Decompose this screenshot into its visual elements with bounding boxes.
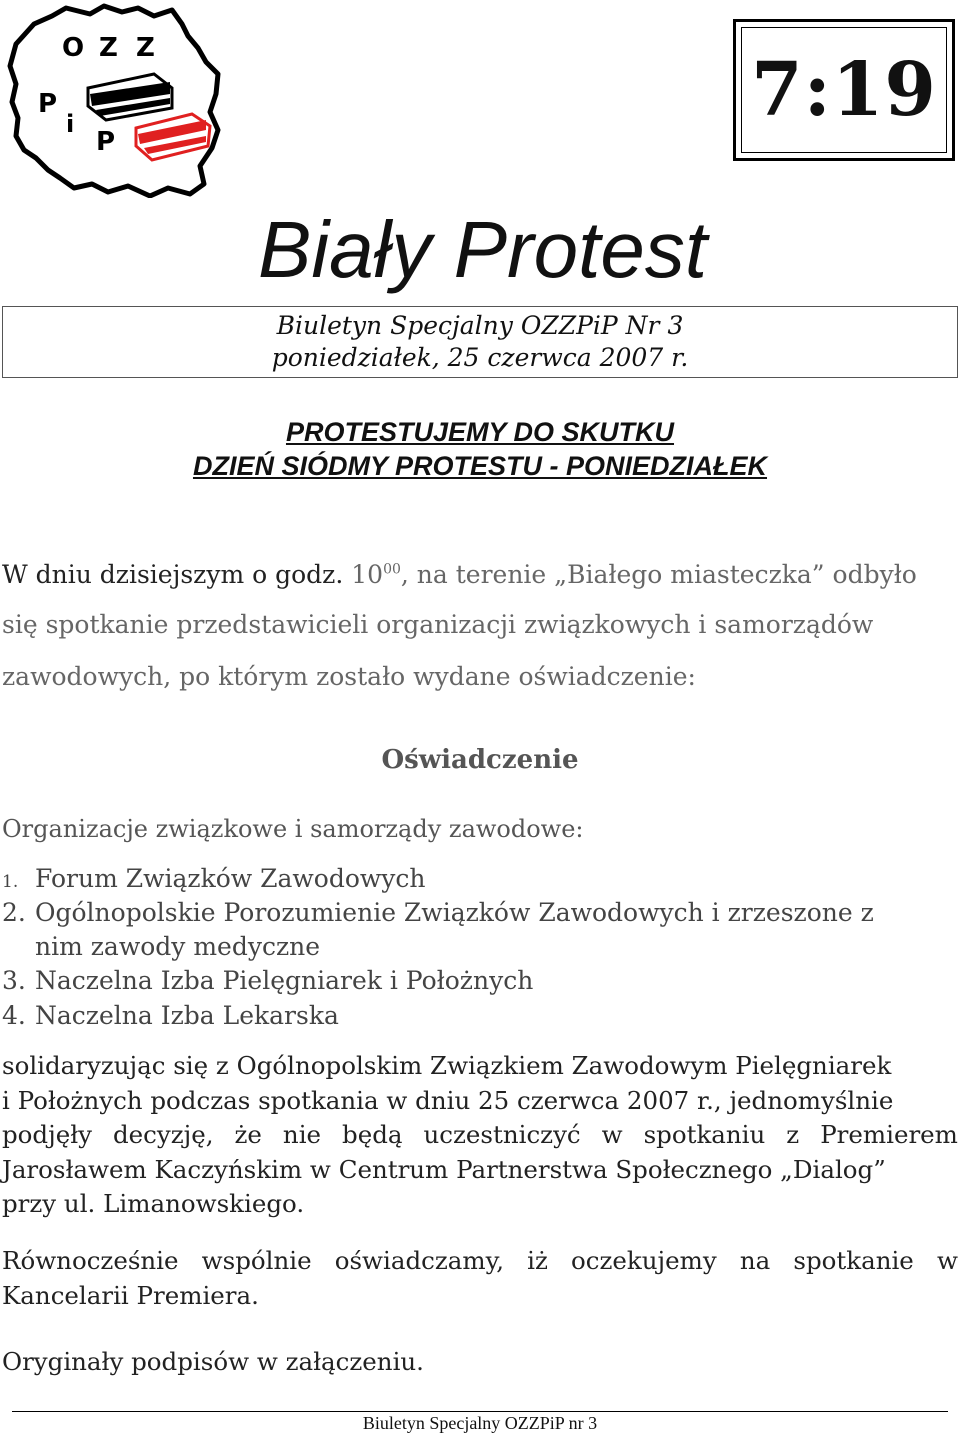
word: spotkanie xyxy=(793,1246,914,1275)
word: decyzję, xyxy=(112,1120,214,1149)
organizations-label: Organizacje związkowe i samorządy zawodowe: xyxy=(2,815,584,843)
protest-time: 7:19 xyxy=(751,47,937,133)
intro-line-1-start: W dniu dzisiejszym o godz. xyxy=(2,560,344,589)
signatures-note: Oryginały podpisów w załączeniu. xyxy=(2,1347,424,1376)
intro-line-1 xyxy=(2,560,917,589)
logo-letter-z2: Z xyxy=(136,33,155,63)
list-number: 3. xyxy=(2,966,26,995)
word: spotkaniu xyxy=(643,1120,766,1149)
list-text: Naczelna Izba Lekarska xyxy=(35,1001,339,1030)
bulletin-name: Biuletyn Specjalny OZZPiP Nr 3 xyxy=(276,311,684,340)
intro-line-2: się spotkanie przedstawicieli organizacji związkowych i samorządów xyxy=(2,610,874,639)
word: że xyxy=(234,1120,262,1149)
list-item xyxy=(2,966,533,995)
list-item-continuation: nim zawody medyczne xyxy=(35,932,321,961)
word: iż xyxy=(527,1246,548,1275)
footer-divider xyxy=(12,1411,948,1412)
list-number: 4. xyxy=(2,1001,26,1030)
word: oczekujemy xyxy=(571,1246,717,1275)
word: nie xyxy=(282,1120,322,1149)
logo-letter-p1: P xyxy=(38,89,58,119)
logo-letter-p2: P xyxy=(96,127,116,157)
word: z xyxy=(786,1120,800,1149)
word: w xyxy=(936,1246,958,1275)
list-item xyxy=(2,1001,339,1030)
word: w xyxy=(601,1120,623,1149)
footer-text: Biuletyn Specjalny OZZPiP nr 3 xyxy=(362,1413,598,1433)
paragraph-line xyxy=(2,1244,958,1279)
intro-minutes: 00 xyxy=(383,561,401,578)
logo-letter-i: i xyxy=(66,110,75,138)
document-title: Biały Protest xyxy=(258,205,708,294)
paragraph-line: przy ul. Limanowskiego. xyxy=(2,1189,305,1218)
paragraph-line: i Położnych podczas spotkania w dniu 25 czerwca 2007 r., jednomyślnie xyxy=(2,1085,894,1115)
intro-hour: 10 xyxy=(351,560,384,589)
word: oświadczamy, xyxy=(334,1246,504,1275)
list-text: Forum Związków Zawodowych xyxy=(35,864,426,893)
statement-heading: Oświadczenie xyxy=(381,745,579,775)
paragraph-line: solidaryzując się z Ogólnopolskim Związkiem Zawodowym Pielęgniarek xyxy=(2,1051,892,1080)
word: na xyxy=(739,1246,771,1275)
bulletin-date: poniedziałek, 25 czerwca 2007 r. xyxy=(271,343,689,372)
statement-paragraph-2 xyxy=(2,1244,958,1313)
statement-paragraph-1 xyxy=(2,1049,958,1222)
time-box xyxy=(733,19,955,161)
list-item xyxy=(2,898,874,927)
logo-letter-o: O xyxy=(62,33,85,63)
paragraph-line xyxy=(2,1118,958,1153)
word: podjęły xyxy=(2,1120,92,1149)
list-number: 1. xyxy=(2,872,19,892)
word: Premierem xyxy=(820,1120,958,1149)
list-text: Ogólnopolskie Porozumienie Związków Zawodowych i zrzeszone z xyxy=(35,898,874,927)
word: Równocześnie xyxy=(2,1246,179,1275)
list-text: Naczelna Izba Pielęgniarek i Położnych xyxy=(35,966,534,995)
headline-2: DZIEŃ SIÓDMY PROTESTU - PONIEDZIAŁEK xyxy=(192,451,768,481)
paragraph-line: Jarosławem Kaczyńskim w Centrum Partnerstwa Społecznego „Dialog” xyxy=(2,1154,886,1184)
word: wspólnie xyxy=(201,1246,312,1275)
intro-line-1-end: , na terenie „Białego miasteczka” odbyło xyxy=(400,560,917,589)
intro-line-3: zawodowych, po którym zostało wydane oświadczenie: xyxy=(2,662,696,691)
word: będą xyxy=(342,1120,403,1149)
headline-1: PROTESTUJEMY DO SKUTKU xyxy=(285,417,675,447)
paragraph-line: Kancelarii Premiera. xyxy=(2,1280,259,1310)
logo-letter-z1: Z xyxy=(99,33,118,63)
list-number: 2. xyxy=(2,898,26,927)
list-item xyxy=(2,864,426,893)
ozzpip-logo xyxy=(4,2,226,198)
word: uczestniczyć xyxy=(423,1120,581,1149)
subtitle-box xyxy=(2,306,958,378)
